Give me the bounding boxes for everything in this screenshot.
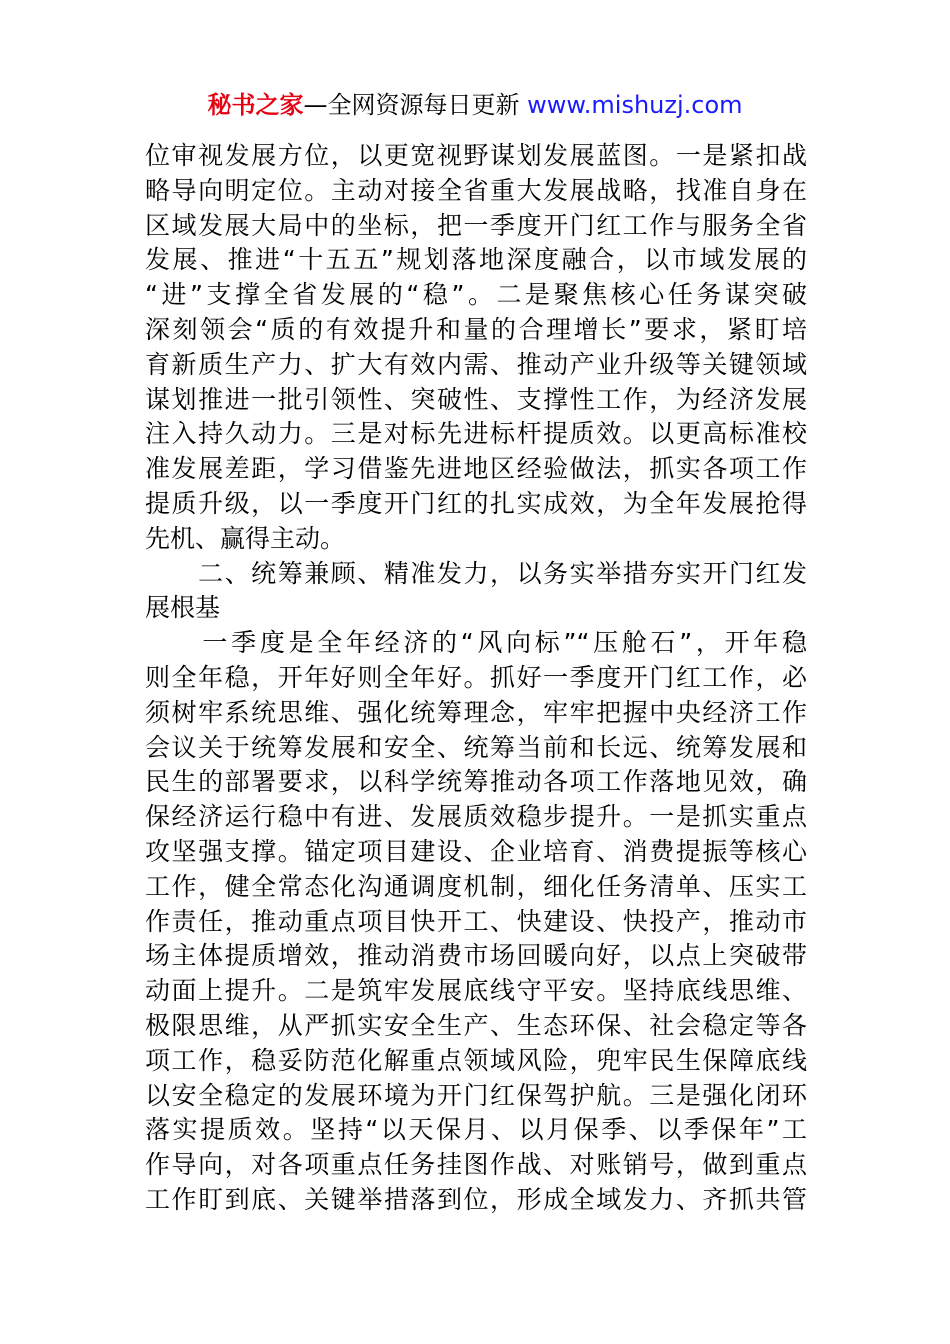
text-line: 极限思维，从严抓实安全生产、生态环保、社会稳定等各 xyxy=(145,1010,807,1040)
text-line: 二、统筹兼顾、精准发力，以务实举措夯实开门红发 xyxy=(145,558,807,588)
site-brand: 秘书之家 xyxy=(207,91,304,119)
text-line: 须树牢系统思维、强化统筹理念，牢牢把握中央经济工作 xyxy=(145,697,807,727)
text-line: 以安全稳定的发展环境为开门红保驾护航。三是强化闭环 xyxy=(145,1080,807,1110)
text-line: 注入持久动力。三是对标先进标杆提质效。以更高标准校 xyxy=(145,419,807,449)
document-body xyxy=(145,139,807,1218)
text-line: 一季度是全年经济的“风向标”“压舱石”，开年稳 xyxy=(145,628,807,658)
text-line: 动面上提升。二是筑牢发展底线守平安。坚持底线思维、 xyxy=(145,976,807,1006)
text-line: 项工作，稳妥防范化解重点领域风险，兜牢民生保障底线 xyxy=(145,1045,807,1075)
text-line: 作责任，推动重点项目快开工、快建设、快投产，推动市 xyxy=(145,906,807,936)
text-line: 位审视发展方位，以更宽视野谋划发展蓝图。一是紧扣战 xyxy=(145,141,807,170)
page-header xyxy=(0,88,950,122)
text-line: 则全年稳，开年好则全年好。抓好一季度开门红工作，必 xyxy=(145,662,807,692)
text-line: 区域发展大局中的坐标，把一季度开门红工作与服务全省 xyxy=(145,210,807,240)
text-line: 落实提质效。坚持“以天保月、以月保季、以季保年”工 xyxy=(145,1115,807,1145)
text-line: 工作，健全常态化沟通调度机制，细化任务清单、压实工 xyxy=(145,871,807,901)
text-line: 攻坚强支撑。锚定项目建设、企业培育、消费提振等核心 xyxy=(145,836,807,866)
text-line: 展根基 xyxy=(145,593,221,623)
text-line: 发展、推进“十五五”规划落地深度融合，以市域发展的 xyxy=(145,245,807,275)
site-url-link[interactable]: www.mishuzj.com xyxy=(527,91,743,119)
text-line: 场主体提质增效，推动消费市场回暖向好，以点上突破带 xyxy=(145,941,807,971)
site-tagline: —全网资源每日更新 xyxy=(303,91,528,119)
text-line: “进”支撑全省发展的“稳”。二是聚焦核心任务谋突破 xyxy=(145,280,807,310)
text-line: 会议关于统筹发展和安全、统筹当前和长远、统筹发展和 xyxy=(145,732,807,762)
text-line: 提质升级，以一季度开门红的扎实成效，为全年发展抢得 xyxy=(145,488,807,518)
text-line: 保经济运行稳中有进、发展质效稳步提升。一是抓实重点 xyxy=(145,802,807,832)
text-line: 作导向，对各项重点任务挂图作战、对账销号，做到重点 xyxy=(145,1150,807,1180)
text-line: 略导向明定位。主动对接全省重大发展战略，找准自身在 xyxy=(145,175,807,205)
text-line: 民生的部署要求，以科学统筹推动各项工作落地见效，确 xyxy=(145,767,807,797)
text-line: 先机、赢得主动。 xyxy=(145,523,346,553)
text-line: 深刻领会“质的有效提升和量的合理增长”要求，紧盯培 xyxy=(145,314,807,344)
text-line: 育新质生产力、扩大有效内需、推动产业升级等关键领域 xyxy=(145,349,807,379)
text-line: 准发展差距，学习借鉴先进地区经验做法，抓实各项工作 xyxy=(145,454,807,484)
text-line: 谋划推进一批引领性、突破性、支撑性工作，为经济发展 xyxy=(145,384,807,414)
text-line: 工作盯到底、关键举措落到位，形成全域发力、齐抓共管 xyxy=(145,1184,807,1214)
